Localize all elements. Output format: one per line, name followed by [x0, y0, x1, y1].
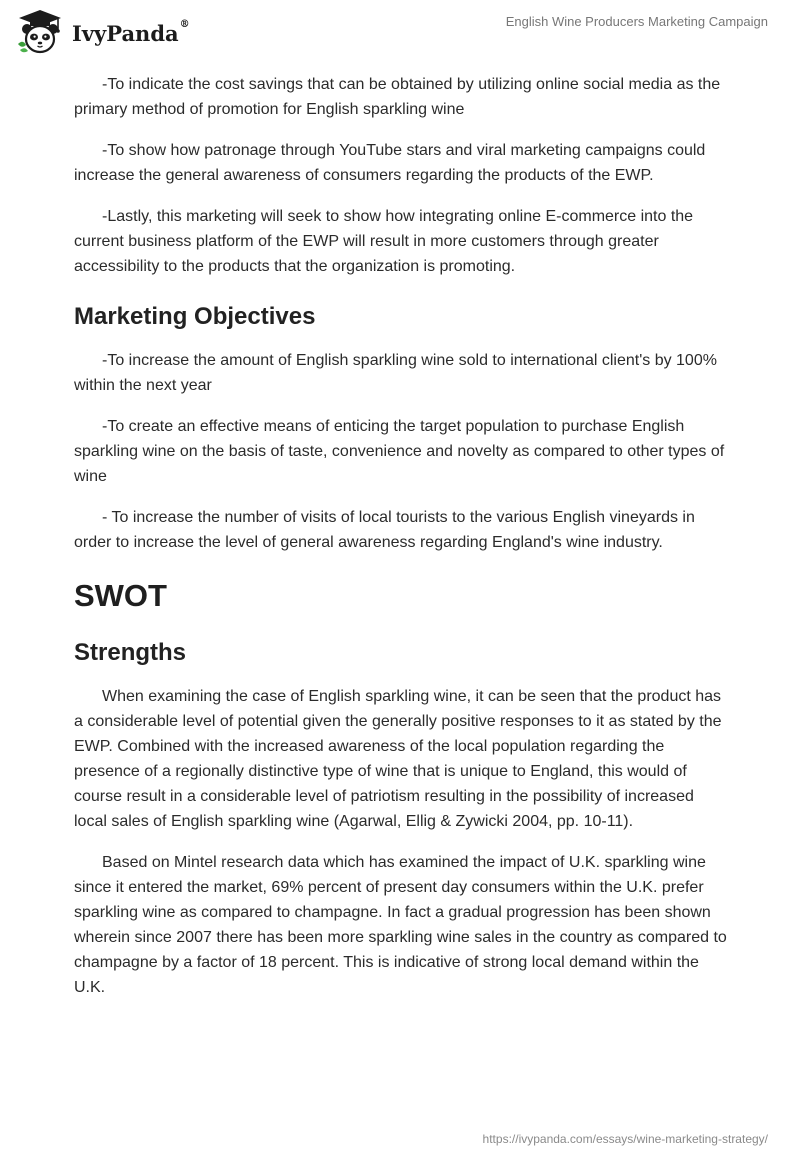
intro-point: -Lastly, this marketing will seek to show how integrating online E-commerce into the current business platform of the EWP will result in more customers through greater accessibility to the products that the organization is promoting.: [74, 208, 694, 275]
source-url[interactable]: https://ivypanda.com/essays/wine-marketing-strategy/: [482, 1132, 768, 1146]
strengths-heading: Strengths: [74, 639, 187, 666]
page-header: [0, 0, 800, 62]
logo-wordmark: IvyPanda®: [72, 18, 190, 46]
intro-point: -To show how patronage through YouTube stars and viral marketing campaigns could increase the general awareness of consumers regarding the products of the EWP.: [74, 142, 706, 184]
objective-point: -To increase the amount of English sparkling wine sold to international client's by 100% within the next year: [74, 352, 717, 394]
panda-graduate-icon: [14, 8, 66, 56]
document-title: English Wine Producers Marketing Campaign: [505, 14, 768, 29]
registered-mark: ®: [179, 18, 190, 30]
essay-content: [74, 72, 730, 1016]
strengths-paragraph: When examining the case of English sparkling wine, it can be seen that the product has a considerable level of potential given the generally positive responses to it as stated by the EWP. Combined with the increased awareness of the local population regarding the presence of a regionally distinctive type of wine that is unique to England, this would of course result in a considerable level of patriotism resulting in the possibility of increased local sales of English sparkling wine (Agarwal, Ellig & Zywicki 2004, pp. 10-11).: [74, 688, 722, 830]
swot-heading: SWOT: [74, 578, 167, 613]
intro-point: -To indicate the cost savings that can be obtained by utilizing online social media as the primary method of promotion for English sparkling wine: [74, 76, 721, 118]
ivypanda-logo[interactable]: [14, 8, 190, 56]
strengths-paragraph: Based on Mintel research data which has examined the impact of U.K. sparkling wine since it entered the market, 69% percent of present day consumers within the U.K. prefer sparkling wine as compared to champagne. In fact a gradual progression has been shown wherein since 2007 there has been more sparkling wine sales in the country as compared to champagne by a factor of 18 percent. This is indicative of strong local demand within the U.K.: [74, 854, 727, 996]
objective-point: - To increase the number of visits of local tourists to the various English vineyards in order to increase the level of general awareness regarding England's wine industry.: [74, 509, 695, 551]
marketing-objectives-heading: Marketing Objectives: [74, 303, 316, 330]
objective-point: -To create an effective means of enticing the target population to purchase English sparkling wine on the basis of taste, convenience and novelty as compared to other types of wine: [74, 418, 725, 485]
